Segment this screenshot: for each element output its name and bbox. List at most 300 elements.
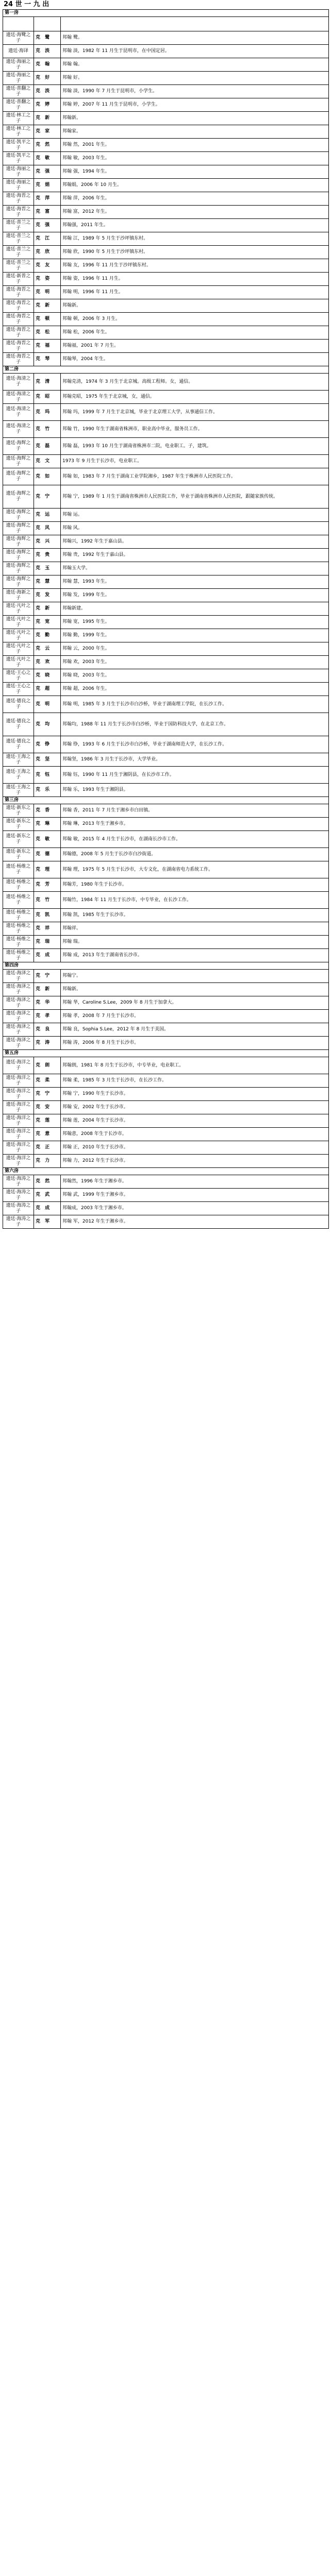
- table-row: [3, 1128, 329, 1141]
- individual-name-cell: 克 新: [34, 112, 61, 125]
- individual-name-cell: 克 贵: [34, 549, 61, 562]
- table-row: [3, 125, 329, 139]
- biography-cell: 邦翰 发，1999 年生。: [61, 589, 329, 602]
- table-row: [3, 72, 329, 85]
- individual-name-cell: 克 翰: [34, 58, 61, 72]
- parent-lineage-cell: 遗廷·海洋之子: [3, 1114, 34, 1128]
- parent-lineage-cell: 遗廷·凡叶之子: [3, 629, 34, 642]
- parent-lineage-cell: 遗廷·海丽之子: [3, 58, 34, 72]
- individual-name-cell: 克 乐: [34, 784, 61, 797]
- biography-cell: 邦翰 竹，1990 年生于湖南省株洲市，职业高中毕业，服务员工作。: [61, 421, 329, 438]
- parent-lineage-cell: 遗廷·海泽之子: [3, 1010, 34, 1023]
- biography-cell: 邦翰 然，2001 年生。: [61, 139, 329, 152]
- parent-lineage-cell: 遗廷·杨维之子: [3, 892, 34, 909]
- biography-cell: 邦翰 姿，1996 年 11 月生。: [61, 273, 329, 286]
- parent-lineage-cell: 遗廷·海清之子: [3, 421, 34, 438]
- biography-cell: 邦翰 翰。: [61, 58, 329, 72]
- section-label: 第五房: [3, 1050, 329, 1057]
- biography-cell: 邦翰 香，2011 年 7 月生于湘乡市白田镇。: [61, 804, 329, 818]
- biography-cell: 邦翰 宁，1989 年 1 月生于湖南省株洲市人民医院工作，毕业于湖南省株洲市人民医院，跟随家族传统。: [61, 485, 329, 509]
- individual-name-cell: 克 琳: [34, 818, 61, 831]
- table-row: [3, 179, 329, 192]
- individual-name-cell: 克 华: [34, 996, 61, 1010]
- individual-name-cell: 克 强: [34, 219, 61, 232]
- table-row: [3, 892, 329, 909]
- table-row: [3, 878, 329, 892]
- parent-lineage-cell: 遗廷·海译: [3, 45, 34, 58]
- individual-name-cell: 克 姿: [34, 273, 61, 286]
- biography-cell: 邦翰 力，2012 年生于长沙市。: [61, 1155, 329, 1168]
- parent-lineage-cell: 遗廷·普兰之子: [3, 259, 34, 273]
- parent-lineage-cell: 遗廷·普兰之子: [3, 246, 34, 259]
- biography-cell: 邦翰 淡，1982 年 11 月生于昆明市，在中国定居。: [61, 45, 329, 58]
- parent-lineage-cell: 遗廷·德良之子: [3, 736, 34, 753]
- table-row: [3, 1037, 329, 1050]
- table-row: [3, 299, 329, 313]
- individual-name-cell: 克 如: [34, 468, 61, 485]
- genealogy-table: [3, 9, 329, 1229]
- table-row: [3, 45, 329, 58]
- biography-cell: 邦翰芳，1980 年生于长沙市。: [61, 878, 329, 892]
- biography-cell: 邦翰 玛，1999 年 7 月生于北京城，毕业于北京理工大学，从事通信工作。: [61, 404, 329, 421]
- parent-lineage-cell: 遗廷·杨维之子: [3, 949, 34, 962]
- individual-name-cell: 克 铮: [34, 736, 61, 753]
- table-row: [3, 455, 329, 468]
- parent-lineage-cell: 遗廷·新东之子: [3, 831, 34, 848]
- biography-cell: 邦翰 萍，2006 年生。: [61, 192, 329, 206]
- biography-cell: 邦翰娟，2006 年 10 月生。: [61, 179, 329, 192]
- individual-name-cell: 克 祥: [34, 922, 61, 936]
- biography-cell: 邦翰 敏，2015 年 4 月生于长沙市，在湖南长沙市工作。: [61, 831, 329, 848]
- biography-cell: 邦翰 钰，1990 年 11 月生于湘阴县，在长沙市工作。: [61, 767, 329, 784]
- parent-lineage-cell: 遗廷·凡叶之子: [3, 616, 34, 629]
- table-row: [3, 31, 329, 45]
- parent-lineage-cell: 遗廷·海辉之子: [3, 535, 34, 549]
- table-row: [3, 259, 329, 273]
- biography-cell: 邦翰朗，1981 年 8 月生于长沙市，中专毕业，电业职工。: [61, 1057, 329, 1074]
- table-row: [3, 562, 329, 575]
- biography-cell: 邦翰 淡，1990 年 7 月生于昆明市，小学生。: [61, 85, 329, 98]
- parent-lineage-cell: 遗廷·海泽之子: [3, 996, 34, 1010]
- individual-name-cell: 克 磊: [34, 438, 61, 455]
- biography-cell: 邦翰 安，2002 年生于长沙市。: [61, 1101, 329, 1114]
- table-row: [3, 713, 329, 736]
- biography-cell: 邦翰坚，1986 年 3 月生于长沙市，大学毕业。: [61, 753, 329, 767]
- genealogy-page: [3, 0, 328, 1229]
- section-header-row: [3, 1050, 329, 1057]
- individual-name-cell: 克 淡: [34, 85, 61, 98]
- individual-name-cell: 克 武: [34, 1189, 61, 1202]
- parent-lineage-cell: 遗廷·海洋之子: [3, 1128, 34, 1141]
- parent-lineage-cell: 遗廷·海洋之子: [3, 1141, 34, 1155]
- table-row: [3, 589, 329, 602]
- parent-lineage-cell: 遗廷·海洋之子: [3, 1074, 34, 1088]
- biography-cell: 邦翰 顿，2006 年 3 月生。: [61, 313, 329, 326]
- biography-cell: 邦翰宁。: [61, 970, 329, 983]
- biography-cell: 邦翰 琳，2013 年生于湘乡市。: [61, 818, 329, 831]
- parent-lineage-cell: 遗廷·王心之子: [3, 669, 34, 683]
- biography-cell: 邦翰 婷，2007 年 11 月生于昆明市，小学生。: [61, 98, 329, 112]
- table-row: [3, 219, 329, 232]
- individual-name-cell: 克 慧: [34, 575, 61, 589]
- parent-lineage-cell: 遗廷·海辉之子: [3, 485, 34, 509]
- table-row: [3, 575, 329, 589]
- parent-lineage-cell: 遗廷·海洋之子: [3, 1155, 34, 1168]
- table-row: [3, 509, 329, 522]
- table-row: [3, 996, 329, 1010]
- biography-cell: 邦翰 欢，2003 年生。: [61, 656, 329, 669]
- blank-cell: [3, 17, 34, 31]
- individual-name-cell: 克 晓: [34, 669, 61, 683]
- individual-name-cell: 克 竹: [34, 892, 61, 909]
- parent-lineage-cell: 遗廷·海泽之子: [3, 970, 34, 983]
- document-title: 24 世 一 九 出: [4, 1, 49, 8]
- table-row: [3, 1057, 329, 1074]
- parent-lineage-cell: 遗廷·新东之子: [3, 804, 34, 818]
- parent-lineage-cell: 遗廷·凯平之子: [3, 152, 34, 165]
- table-row: [3, 784, 329, 797]
- parent-lineage-cell: 遗廷·普翻之子: [3, 98, 34, 112]
- biography-cell: 邦翰 强，1994 年生。: [61, 165, 329, 179]
- individual-name-cell: 克 文: [34, 455, 61, 468]
- individual-name-cell: 克 然: [34, 1175, 61, 1189]
- parent-lineage-cell: 遗廷·王海之子: [3, 753, 34, 767]
- individual-name-cell: 克 敏: [34, 152, 61, 165]
- biography-cell: 邦翰 磊，1993 年 10 月生于湖南省株洲市二院，电业职工。子，建筑。: [61, 438, 329, 455]
- table-row: [3, 1088, 329, 1101]
- biography-cell: 1973 年 9 月生于长沙市，电业职工。: [61, 455, 329, 468]
- individual-name-cell: 克 敏: [34, 831, 61, 848]
- table-row: [3, 1141, 329, 1155]
- individual-name-cell: 克 鹭: [34, 31, 61, 45]
- individual-name-cell: 克 江: [34, 232, 61, 246]
- biography-cell: 邦翰家。: [61, 125, 329, 139]
- parent-lineage-cell: 遗廷·海晋之子: [3, 192, 34, 206]
- table-row: [3, 983, 329, 996]
- individual-name-cell: 克 云: [34, 642, 61, 656]
- individual-name-cell: 克 兴: [34, 535, 61, 549]
- biography-cell: 邦翰 莲，2004 年生于长沙市。: [61, 1114, 329, 1128]
- individual-name-cell: 克 良: [34, 1023, 61, 1037]
- parent-lineage-cell: 遗廷·海晋之子: [3, 206, 34, 219]
- individual-name-cell: 克 琴: [34, 353, 61, 366]
- biography-cell: 邦翰均，1988 年 11 月生于长沙市白沙桥，毕业于国防科技大学，在北京工作。: [61, 713, 329, 736]
- table-row: [3, 273, 329, 286]
- individual-name-cell: 克 成: [34, 949, 61, 962]
- table-row: [3, 313, 329, 326]
- biography-cell: 邦翰 良，Sophia S.Lee，2012 年 8 月生于美国。: [61, 1023, 329, 1037]
- parent-lineage-cell: 遗廷·海泽之子: [3, 983, 34, 996]
- individual-name-cell: 克 均: [34, 713, 61, 736]
- individual-name-cell: 克 新: [34, 983, 61, 996]
- individual-name-cell: 克 朗: [34, 1057, 61, 1074]
- parent-lineage-cell: 遗廷·林工之子: [3, 125, 34, 139]
- parent-lineage-cell: 遗廷·海涛之子: [3, 1175, 34, 1189]
- table-row: [3, 326, 329, 340]
- parent-lineage-cell: 遗廷·海辉之子: [3, 509, 34, 522]
- biography-cell: 邦翰新。: [61, 299, 329, 313]
- table-row: [3, 753, 329, 767]
- biography-cell: 邦翰 宁，1990 年生于长沙市。: [61, 1088, 329, 1101]
- biography-cell: 邦翰 鹭。: [61, 31, 329, 45]
- biography-cell: 邦翰 超，2006 年生。: [61, 683, 329, 696]
- individual-name-cell: 克 香: [34, 804, 61, 818]
- individual-name-cell: 克 富: [34, 206, 61, 219]
- table-row: [3, 535, 329, 549]
- parent-lineage-cell: 遗廷·普兰之子: [3, 219, 34, 232]
- parent-lineage-cell: 遗廷·德良之子: [3, 713, 34, 736]
- individual-name-cell: 克 涛: [34, 1037, 61, 1050]
- table-row: [3, 98, 329, 112]
- table-row: [3, 286, 329, 299]
- individual-name-cell: 克 新: [34, 602, 61, 616]
- individual-name-cell: 克 明: [34, 696, 61, 713]
- table-row: [3, 340, 329, 353]
- biography-cell: 邦翰 华，Caroline S.Lee，2009 年 8 月生于加拿大。: [61, 996, 329, 1010]
- section-label: 第四房: [3, 962, 329, 970]
- table-row: [3, 468, 329, 485]
- parent-lineage-cell: 遗廷·海洋之子: [3, 1057, 34, 1074]
- individual-name-cell: 克 钰: [34, 767, 61, 784]
- parent-lineage-cell: 遗廷·杨维之子: [3, 878, 34, 892]
- section-label: 第二房: [3, 366, 329, 374]
- individual-name-cell: 克 凯: [34, 909, 61, 922]
- biography-cell: 邦翰福，2001 年 7 月生。: [61, 340, 329, 353]
- biography-cell: 邦翰竹，1984 年 11 月生于长沙市，中专毕业，在长沙工作。: [61, 892, 329, 909]
- parent-lineage-cell: 遗廷·王心之子: [3, 683, 34, 696]
- parent-lineage-cell: 遗廷·杨维之子: [3, 861, 34, 878]
- biography-cell: 邦翰 明，1996 年 11 月生。: [61, 286, 329, 299]
- individual-name-cell: 克 友: [34, 259, 61, 273]
- table-row: [3, 485, 329, 509]
- individual-name-cell: 克 莲: [34, 1114, 61, 1128]
- parent-lineage-cell: 遗廷·普翻之子: [3, 85, 34, 98]
- section-header-row: [3, 1168, 329, 1175]
- table-row: [3, 139, 329, 152]
- biography-cell: 邦翰 涛，2006 年 8 月生于长沙市。: [61, 1037, 329, 1050]
- biography-cell: 邦翰 柔，1985 年 3 月生于长沙市，在长沙工作。: [61, 1074, 329, 1088]
- biography-cell: 邦翰然，1996 年生于湘乡市。: [61, 1175, 329, 1189]
- individual-name-cell: 克 松: [34, 326, 61, 340]
- individual-name-cell: 克 安: [34, 1101, 61, 1114]
- section-label: 第一房: [3, 10, 329, 17]
- parent-lineage-cell: 遗廷·海清之子: [3, 404, 34, 421]
- parent-lineage-cell: 遗廷·海涛之子: [3, 1189, 34, 1202]
- table-row: [3, 58, 329, 72]
- table-row: [3, 818, 329, 831]
- parent-lineage-cell: 遗廷·海泽之子: [3, 1023, 34, 1037]
- section-header-row: [3, 797, 329, 804]
- parent-lineage-cell: 遗廷·海晋之子: [3, 340, 34, 353]
- table-row: [3, 1215, 329, 1229]
- biography-cell: 邦翰 正，2010 年生于长沙市。: [61, 1141, 329, 1155]
- individual-name-cell: 克 芳: [34, 878, 61, 892]
- biography-cell: 邦翰祥。: [61, 922, 329, 936]
- parent-lineage-cell: 遗廷·海辉之子: [3, 575, 34, 589]
- table-row: [3, 1175, 329, 1189]
- biography-cell: 邦翰 军，2012 年生于湘乡市。: [61, 1215, 329, 1229]
- table-row: [3, 683, 329, 696]
- biography-cell: 邦翰 如，1983 年 7 月生于湖南工业学院湘乡，1987 年生于株洲市人民医院工作。: [61, 468, 329, 485]
- table-row: [3, 936, 329, 949]
- biography-cell: 邦翰 宽，1995 年生。: [61, 616, 329, 629]
- individual-name-cell: 克 孝: [34, 1010, 61, 1023]
- section-header-row: [3, 962, 329, 970]
- parent-lineage-cell: 遗廷·新普之子: [3, 273, 34, 286]
- individual-name-cell: 克 竹: [34, 421, 61, 438]
- biography-cell: 邦翰 理，1975 年 5 月生于长沙市，大专文化，在湖南省电力系统工作。: [61, 861, 329, 878]
- table-row: [3, 232, 329, 246]
- table-row: [3, 861, 329, 878]
- section-label: 第六房: [3, 1168, 329, 1175]
- blank-cell: [34, 17, 61, 31]
- parent-lineage-cell: 遗廷·凡叶之子: [3, 642, 34, 656]
- parent-lineage-cell: 遗廷·海晋之子: [3, 286, 34, 299]
- individual-name-cell: 克 意: [34, 1128, 61, 1141]
- parent-lineage-cell: 遗廷·海辉之子: [3, 562, 34, 575]
- table-row: [3, 152, 329, 165]
- parent-lineage-cell: 遗廷·海涛之子: [3, 1215, 34, 1229]
- parent-lineage-cell: 遗廷·海泽之子: [3, 1037, 34, 1050]
- blank-cell: [61, 17, 329, 31]
- biography-cell: 邦翰 乐，1993 年生于湘阴县。: [61, 784, 329, 797]
- biography-cell: 邦翰新建。: [61, 602, 329, 616]
- individual-name-cell: 克 玉: [34, 562, 61, 575]
- parent-lineage-cell: 遗廷·海晋之子: [3, 326, 34, 340]
- individual-name-cell: 克 成: [34, 1202, 61, 1215]
- table-row: [3, 669, 329, 683]
- parent-lineage-cell: 遗廷·海晋之子: [3, 299, 34, 313]
- table-row: [3, 1114, 329, 1128]
- section-header-row: [3, 10, 329, 17]
- parent-lineage-cell: 遗廷·海清之子: [3, 391, 34, 404]
- biography-cell: 邦翰 慧，1993 年生。: [61, 575, 329, 589]
- individual-name-cell: 克 宁: [34, 485, 61, 509]
- table-row: [3, 616, 329, 629]
- table-row: [3, 522, 329, 535]
- table-row: [3, 246, 329, 259]
- biography-cell: 邦翰 运。: [61, 509, 329, 522]
- parent-lineage-cell: 遗廷·王海之子: [3, 767, 34, 784]
- table-row: [3, 922, 329, 936]
- individual-name-cell: 克 欣: [34, 246, 61, 259]
- table-row: [3, 192, 329, 206]
- individual-name-cell: 克 发: [34, 589, 61, 602]
- biography-cell: 邦翰 富，2012 年生。: [61, 206, 329, 219]
- individual-name-cell: 克 宁: [34, 1088, 61, 1101]
- parent-lineage-cell: 遗廷·海清之子: [3, 374, 34, 391]
- parent-lineage-cell: 遗廷·海丽之子: [3, 72, 34, 85]
- parent-lineage-cell: 遗廷·海晋之子: [3, 313, 34, 326]
- biography-cell: 邦翰 铮，1993 年 6 月生于长沙市白沙桥，毕业于湖南师范大学，在长沙工作。: [61, 736, 329, 753]
- parent-lineage-cell: 遗廷·海晋之子: [3, 353, 34, 366]
- table-row: [3, 642, 329, 656]
- parent-lineage-cell: 遗廷·凯平之子: [3, 139, 34, 152]
- table-row: [3, 206, 329, 219]
- table-row: [3, 848, 329, 861]
- parent-lineage-cell: 遗廷·海鹭之子: [3, 31, 34, 45]
- parent-lineage-cell: 遗廷·海丽之子: [3, 165, 34, 179]
- biography-cell: 邦翰 晓，2003 年生。: [61, 669, 329, 683]
- parent-lineage-cell: 遗廷·海洋之子: [3, 1088, 34, 1101]
- parent-lineage-cell: 遗廷·海辉之子: [3, 438, 34, 455]
- biography-cell: 邦翰克昭，1975 年生于北京城，女，通信。: [61, 391, 329, 404]
- biography-cell: 邦翰 成，2013 年生于湖南省长沙市。: [61, 949, 329, 962]
- individual-name-cell: 克 瑞: [34, 936, 61, 949]
- parent-lineage-cell: 遗廷·德良之子: [3, 696, 34, 713]
- individual-name-cell: 克 然: [34, 139, 61, 152]
- parent-lineage-cell: 遗廷·林工之子: [3, 112, 34, 125]
- parent-lineage-cell: 遗廷·王海之子: [3, 784, 34, 797]
- individual-name-cell: 克 勤: [34, 629, 61, 642]
- individual-name-cell: 克 娟: [34, 179, 61, 192]
- individual-name-cell: 克 家: [34, 125, 61, 139]
- biography-cell: 邦翰 明，1985 年 3 月生于长沙市白沙桥，毕业于湖南理工学院，在长沙工作。: [61, 696, 329, 713]
- parent-lineage-cell: 遗廷·新东之子: [3, 848, 34, 861]
- blank-row: [3, 17, 329, 31]
- table-row: [3, 909, 329, 922]
- individual-name-cell: 克 昭: [34, 391, 61, 404]
- table-row: [3, 1155, 329, 1168]
- biography-cell: 邦翰兴，1992 年生于嘉山县。: [61, 535, 329, 549]
- parent-lineage-cell: 遗廷·海辉之子: [3, 468, 34, 485]
- parent-lineage-cell: 遗廷·凡叶之子: [3, 602, 34, 616]
- table-row: [3, 1101, 329, 1114]
- parent-lineage-cell: 遗廷·凡叶之子: [3, 656, 34, 669]
- table-row: [3, 831, 329, 848]
- individual-name-cell: 克 强: [34, 165, 61, 179]
- individual-name-cell: 克 风: [34, 522, 61, 535]
- section-header-row: [3, 366, 329, 374]
- individual-name-cell: 克 新: [34, 299, 61, 313]
- biography-cell: 邦翰 武，1999 年生于湘乡市。: [61, 1189, 329, 1202]
- individual-name-cell: 克 宽: [34, 616, 61, 629]
- table-row: [3, 112, 329, 125]
- individual-name-cell: 克 运: [34, 509, 61, 522]
- biography-cell: 邦翰新。: [61, 112, 329, 125]
- table-row: [3, 421, 329, 438]
- section-label: 第三房: [3, 797, 329, 804]
- biography-cell: 邦翰 风。: [61, 522, 329, 535]
- table-row: [3, 1023, 329, 1037]
- table-row: [3, 85, 329, 98]
- individual-name-cell: 克 超: [34, 683, 61, 696]
- individual-name-cell: 克 明: [34, 286, 61, 299]
- biography-cell: 邦翰 敏，2003 年生。: [61, 152, 329, 165]
- individual-name-cell: 克 德: [34, 848, 61, 861]
- table-row: [3, 1010, 329, 1023]
- biography-cell: 邦翰 好。: [61, 72, 329, 85]
- table-row: [3, 804, 329, 818]
- biography-cell: 邦翰 松，2006 年生。: [61, 326, 329, 340]
- genealogy-table-body: [3, 10, 329, 1229]
- individual-name-cell: 克 福: [34, 340, 61, 353]
- biography-cell: 邦翰克清，1974 年 3 月生于北京城。高级工程师。女，通信。: [61, 374, 329, 391]
- parent-lineage-cell: 遗廷·海辉之子: [3, 549, 34, 562]
- table-row: [3, 970, 329, 983]
- table-row: [3, 1202, 329, 1215]
- parent-lineage-cell: 遗廷·海辉之子: [3, 522, 34, 535]
- biography-cell: 邦翰 贵，1992 年生于嘉山县。: [61, 549, 329, 562]
- parent-lineage-cell: 遗廷·杨维之子: [3, 936, 34, 949]
- table-row: [3, 767, 329, 784]
- parent-lineage-cell: 遗廷·新东之子: [3, 818, 34, 831]
- individual-name-cell: 克 欢: [34, 656, 61, 669]
- table-row: [3, 404, 329, 421]
- individual-name-cell: 克 柔: [34, 1074, 61, 1088]
- individual-name-cell: 克 清: [34, 374, 61, 391]
- parent-lineage-cell: 遗廷·海丽之子: [3, 179, 34, 192]
